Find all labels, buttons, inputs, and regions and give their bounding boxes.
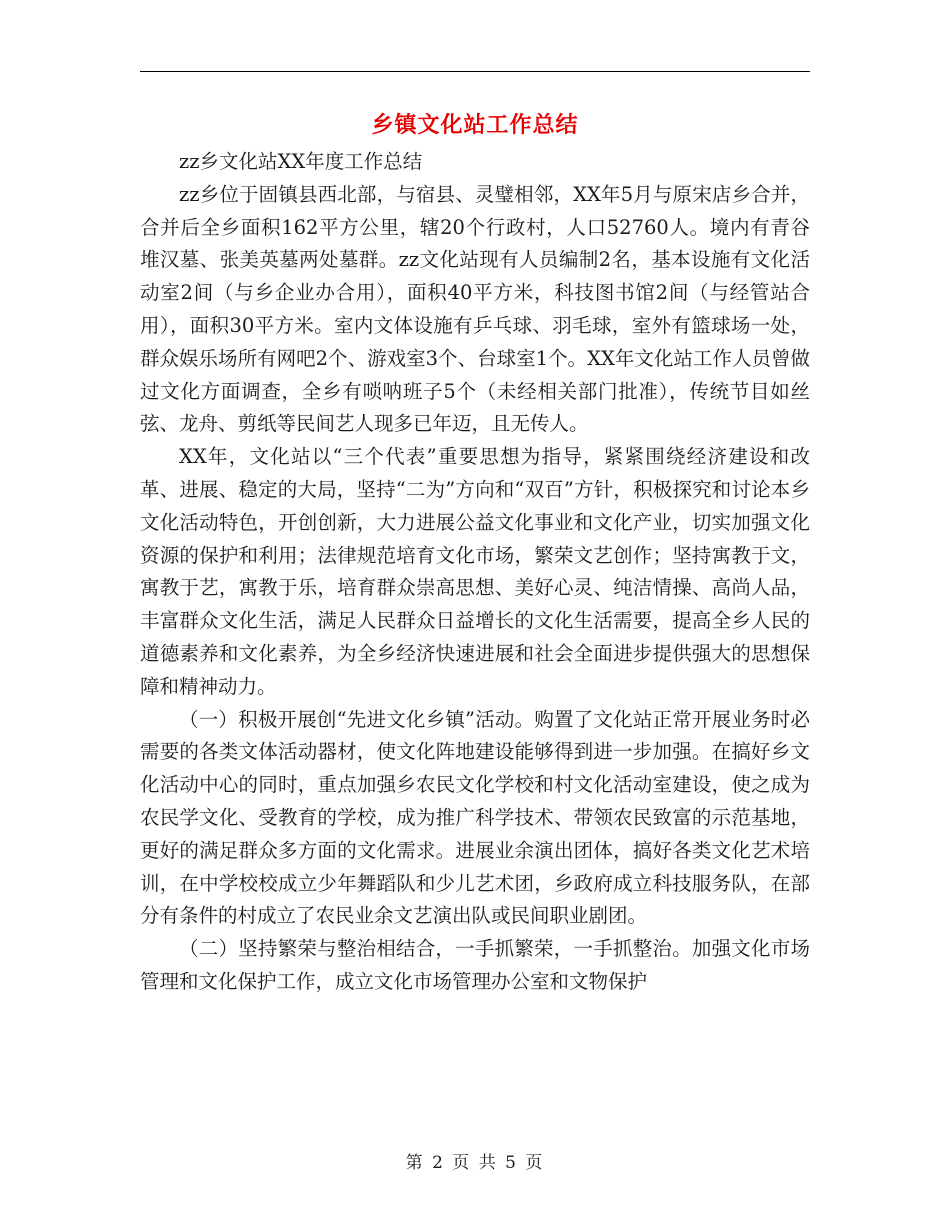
header-rule: [140, 71, 810, 72]
document-body: [140, 146, 810, 999]
paragraph-overview: zz乡位于固镇县西北部，与宿县、灵璧相邻，XX年5月与原宋店乡合并，合并后全乡面积162平方公里，辖20个行政村，人口52760人。境内有青谷堆汉墓、张美英墓两处墓群。zz文化站现有人员编制2名，基本设施有文化活动室2间（与乡企业办合用），面积40平方米，科技图书馆2间（与经管站合用），面积30平方米。室内文体设施有乒乓球、羽毛球，室外有篮球场一处，群众娱乐场所有网吧2个、游戏室3个、台球室1个。XX年文化站工作人员曾做过文化方面调查，全乡有唢呐班子5个（未经相关部门批准），传统节目如丝弦、龙舟、剪纸等民间艺人现多已年迈，且无传人。: [140, 182, 810, 436]
paragraph-section-two: （二）坚持繁荣与整治相结合，一手抓繁荣，一手抓整治。加强文化市场管理和文化保护工作，成立文化市场管理办公室和文物保护: [140, 937, 810, 993]
paragraph-section-one: （一）积极开展创“先进文化乡镇”活动。购置了文化站正常开展业务时必需要的各类文体活动器材，使文化阵地建设能够得到进一步加强。在搞好乡文化活动中心的同时，重点加强乡农民文化学校和村文化活动室建设，使之成为农民学文化、受教育的学校，成为推广科学技术、带领农民致富的示范基地，更好的满足群众多方面的文化需求。进展业余演出团体，搞好各类文化艺术培训，在中学校校成立少年舞蹈队和少儿艺术团，乡政府成立科技服务队，在部分有条件的村成立了农民业余文艺演出队或民间职业剧团。: [140, 707, 810, 928]
document-title: 乡镇文化站工作总结: [371, 112, 579, 138]
paragraph-subtitle: zz乡文化站XX年度工作总结: [179, 150, 423, 173]
page-number: 第 2 页 共 5 页: [405, 1153, 545, 1173]
paragraph-guiding-principles: XX年，文化站以“三个代表”重要思想为指导，紧紧围绕经济建设和改革、进展、稳定的大局，坚持“二为”方向和“双百”方针，积极探究和讨论本乡文化活动特色，开创创新，大力进展公益文化事业和文化产业，切实加强文化资源的保护和利用；法律规范培育文化市场，繁荣文艺创作；坚持寓教于文，寓教于艺，寓教于乐，培育群众崇高思想、美好心灵、纯洁情操、高尚人品，丰富群众文化生活，满足人民群众日益增长的文化生活需要，提高全乡人民的道德素养和文化素养，为全乡经济快速进展和社会全面进步提供强大的思想保障和精神动力。: [140, 445, 810, 698]
